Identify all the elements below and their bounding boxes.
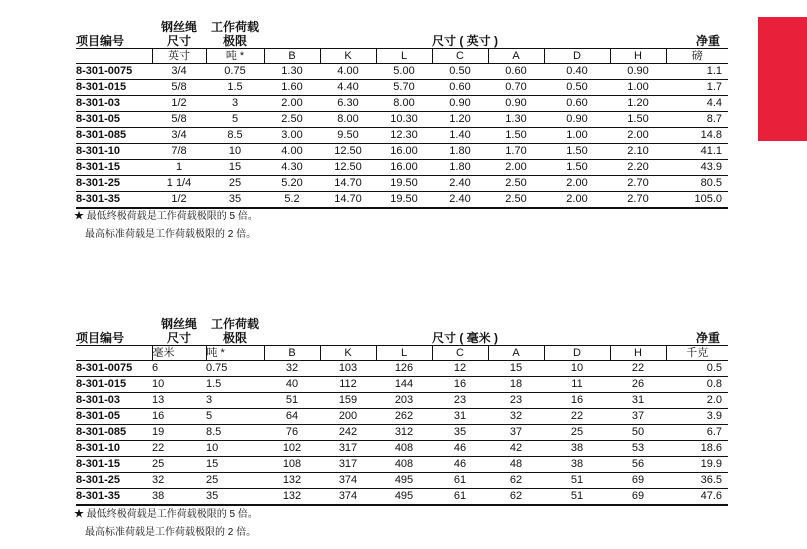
working-load-limit: 1.5 (206, 377, 264, 393)
rope-size: 3/4 (152, 64, 206, 80)
table-row (76, 457, 728, 473)
working-load-limit: 35 (206, 192, 264, 209)
table-row (76, 361, 728, 377)
dim-a: 62 (488, 489, 544, 506)
working-load-limit: 3 (206, 393, 264, 409)
table-row (76, 144, 728, 160)
dim-h: 26 (610, 377, 666, 393)
item-code: 8-301-085 (76, 425, 152, 441)
working-load-limit: 8.5 (206, 425, 264, 441)
net-weight: 1.7 (666, 80, 728, 96)
dim-b: 1.30 (264, 64, 320, 80)
working-load-limit: 15 (206, 457, 264, 473)
dim-a: 2.50 (488, 192, 544, 209)
dim-h: 2.10 (610, 144, 666, 160)
units-row (76, 49, 728, 64)
working-load-limit: 0.75 (206, 361, 264, 377)
dim-k: 242 (320, 425, 376, 441)
wll-header-2: 极限 (206, 331, 264, 346)
dim-k: 159 (320, 393, 376, 409)
rope-size: 1/2 (152, 96, 206, 112)
dim-c: 61 (432, 489, 488, 506)
dim-b: 4.00 (264, 144, 320, 160)
dim-d: 38 (544, 441, 610, 457)
net-weight: 36.5 (666, 473, 728, 489)
dim-b: 1.60 (264, 80, 320, 96)
unit-cell: C (432, 49, 488, 64)
item-code: 8-301-35 (76, 192, 152, 209)
dim-d: 51 (544, 489, 610, 506)
rope-size: 6 (152, 361, 206, 377)
dim-k: 112 (320, 377, 376, 393)
rope-size: 1 (152, 160, 206, 176)
dim-b: 108 (264, 457, 320, 473)
dim-b: 64 (264, 409, 320, 425)
spec-table-inch (76, 20, 728, 209)
working-load-limit: 15 (206, 160, 264, 176)
dim-h: 1.20 (610, 96, 666, 112)
table-row (76, 409, 728, 425)
dim-k: 9.50 (320, 128, 376, 144)
table-row (76, 64, 728, 80)
dim-c: 31 (432, 409, 488, 425)
dim-l: 495 (376, 473, 432, 489)
dim-d: 2.00 (544, 176, 610, 192)
net-weight: 105.0 (666, 192, 728, 209)
dimensions-header: 尺寸 ( 英寸 ) (264, 34, 666, 49)
notes (74, 506, 258, 542)
dim-l: 5.70 (376, 80, 432, 96)
dim-k: 317 (320, 457, 376, 473)
item-code: 8-301-10 (76, 144, 152, 160)
dim-k: 4.40 (320, 80, 376, 96)
table-row (76, 80, 728, 96)
dim-h: 56 (610, 457, 666, 473)
dim-l: 262 (376, 409, 432, 425)
dim-b: 4.30 (264, 160, 320, 176)
dim-k: 4.00 (320, 64, 376, 80)
dim-d: 25 (544, 425, 610, 441)
units-row (76, 346, 728, 361)
net-weight: 1.1 (666, 64, 728, 80)
dim-l: 19.50 (376, 192, 432, 209)
net-weight: 14.8 (666, 128, 728, 144)
unit-cell: 吨 * (206, 49, 264, 64)
dim-l: 408 (376, 457, 432, 473)
unit-cell: B (264, 49, 320, 64)
unit-cell: 千克 (666, 346, 728, 361)
dim-k: 374 (320, 489, 376, 506)
dim-k: 317 (320, 441, 376, 457)
rope-size: 32 (152, 473, 206, 489)
dim-h: 2.00 (610, 128, 666, 144)
dim-c: 1.80 (432, 160, 488, 176)
unit-cell: K (320, 49, 376, 64)
dim-l: 495 (376, 489, 432, 506)
note-min-ultimate: ★ 最低终极荷载是工作荷载极限的 5 倍。 (74, 509, 258, 520)
table-row (76, 425, 728, 441)
dim-c: 1.80 (432, 144, 488, 160)
dim-c: 2.40 (432, 192, 488, 209)
net-weight: 8.7 (666, 112, 728, 128)
notes (74, 208, 258, 244)
item-code: 8-301-015 (76, 377, 152, 393)
dim-h: 31 (610, 393, 666, 409)
dim-k: 103 (320, 361, 376, 377)
dim-k: 6.30 (320, 96, 376, 112)
table-row (76, 192, 728, 209)
working-load-limit: 10 (206, 144, 264, 160)
unit-cell: A (488, 346, 544, 361)
table-row (76, 489, 728, 506)
item-code: 8-301-05 (76, 409, 152, 425)
dim-c: 12 (432, 361, 488, 377)
rope-size: 16 (152, 409, 206, 425)
dim-b: 5.2 (264, 192, 320, 209)
unit-cell: 英寸 (152, 49, 206, 64)
rope-size: 5/8 (152, 80, 206, 96)
dim-h: 37 (610, 409, 666, 425)
item-code: 8-301-15 (76, 160, 152, 176)
dim-d: 1.00 (544, 128, 610, 144)
item-code: 8-301-15 (76, 457, 152, 473)
unit-cell: B (264, 346, 320, 361)
item-code: 8-301-0075 (76, 64, 152, 80)
dim-d: 0.60 (544, 96, 610, 112)
item-code: 8-301-25 (76, 176, 152, 192)
dim-a: 48 (488, 457, 544, 473)
dim-d: 51 (544, 473, 610, 489)
dim-l: 5.00 (376, 64, 432, 80)
net-weight: 19.9 (666, 457, 728, 473)
table-row (76, 441, 728, 457)
dim-l: 8.00 (376, 96, 432, 112)
working-load-limit: 5 (206, 112, 264, 128)
unit-cell: 毫米 (152, 346, 206, 361)
table-row (76, 160, 728, 176)
accent-tab (758, 17, 807, 141)
working-load-limit: 25 (206, 473, 264, 489)
rope-size: 1/2 (152, 192, 206, 209)
item-code: 8-301-25 (76, 473, 152, 489)
working-load-limit: 8.5 (206, 128, 264, 144)
dim-c: 46 (432, 441, 488, 457)
dim-l: 126 (376, 361, 432, 377)
dim-c: 61 (432, 473, 488, 489)
dim-a: 23 (488, 393, 544, 409)
dim-b: 40 (264, 377, 320, 393)
net-weight: 0.5 (666, 361, 728, 377)
dim-c: 1.40 (432, 128, 488, 144)
dim-c: 0.60 (432, 80, 488, 96)
dim-a: 2.00 (488, 160, 544, 176)
dim-l: 312 (376, 425, 432, 441)
table-row (76, 112, 728, 128)
dim-a: 0.60 (488, 64, 544, 80)
rope-size: 19 (152, 425, 206, 441)
unit-cell: L (376, 49, 432, 64)
dim-l: 12.30 (376, 128, 432, 144)
dim-l: 16.00 (376, 160, 432, 176)
table-body (76, 64, 728, 209)
dim-h: 1.00 (610, 80, 666, 96)
table-row (76, 96, 728, 112)
dim-a: 37 (488, 425, 544, 441)
rope-size-header-1: 钢丝绳 (160, 20, 197, 34)
unit-cell: 磅 (666, 49, 728, 64)
dim-a: 2.50 (488, 176, 544, 192)
dim-b: 132 (264, 489, 320, 506)
dim-b: 2.50 (264, 112, 320, 128)
dim-a: 1.30 (488, 112, 544, 128)
rope-size: 38 (152, 489, 206, 506)
item-code: 8-301-10 (76, 441, 152, 457)
dimensions-header: 尺寸 ( 毫米 ) (264, 331, 666, 346)
working-load-limit: 0.75 (206, 64, 264, 80)
rope-size: 7/8 (152, 144, 206, 160)
item-code: 8-301-03 (76, 393, 152, 409)
working-load-limit: 1.5 (206, 80, 264, 96)
dim-d: 0.90 (544, 112, 610, 128)
note-max-proof: 最高标准荷载是工作荷载极限的 2 倍。 (85, 527, 257, 538)
rope-size: 25 (152, 457, 206, 473)
item-code: 8-301-03 (76, 96, 152, 112)
table-row (76, 393, 728, 409)
unit-cell: H (610, 346, 666, 361)
dim-b: 5.20 (264, 176, 320, 192)
dim-c: 23 (432, 393, 488, 409)
table-row (76, 377, 728, 393)
unit-cell: A (488, 49, 544, 64)
table-row (76, 176, 728, 192)
net-weight: 3.9 (666, 409, 728, 425)
dim-d: 16 (544, 393, 610, 409)
dim-h: 2.70 (610, 176, 666, 192)
item-code: 8-301-015 (76, 80, 152, 96)
net-weight-header: 净重 (666, 331, 728, 346)
dim-k: 12.50 (320, 160, 376, 176)
dim-d: 0.40 (544, 64, 610, 80)
dim-d: 0.50 (544, 80, 610, 96)
dim-d: 1.50 (544, 144, 610, 160)
dim-d: 1.50 (544, 160, 610, 176)
unit-cell: H (610, 49, 666, 64)
rope-size: 3/4 (152, 128, 206, 144)
working-load-limit: 25 (206, 176, 264, 192)
net-weight: 80.5 (666, 176, 728, 192)
dim-b: 51 (264, 393, 320, 409)
dim-h: 69 (610, 473, 666, 489)
unit-cell: 吨 * (206, 346, 264, 361)
working-load-limit: 10 (206, 441, 264, 457)
table-row (76, 128, 728, 144)
dim-k: 374 (320, 473, 376, 489)
dim-h: 2.70 (610, 192, 666, 209)
dim-a: 0.70 (488, 80, 544, 96)
dim-d: 10 (544, 361, 610, 377)
dim-b: 132 (264, 473, 320, 489)
wll-header-2: 极限 (206, 34, 264, 49)
item-no-header: 项目编号 (76, 34, 152, 49)
dim-l: 203 (376, 393, 432, 409)
note-max-proof: 最高标准荷载是工作荷载极限的 2 倍。 (85, 229, 257, 240)
dim-c: 0.90 (432, 96, 488, 112)
dim-b: 2.00 (264, 96, 320, 112)
dim-a: 18 (488, 377, 544, 393)
rope-size: 13 (152, 393, 206, 409)
item-code: 8-301-05 (76, 112, 152, 128)
item-no-header: 项目编号 (76, 331, 152, 346)
dim-c: 1.20 (432, 112, 488, 128)
rope-size-header-2: 尺寸 (152, 34, 206, 49)
spec-table-metric (76, 317, 728, 506)
unit-cell: C (432, 346, 488, 361)
dim-a: 0.90 (488, 96, 544, 112)
wll-header-1: 工作荷载 (210, 20, 259, 34)
note-min-ultimate: ★ 最低终极荷载是工作荷载极限的 5 倍。 (74, 211, 258, 222)
dim-a: 15 (488, 361, 544, 377)
dim-b: 76 (264, 425, 320, 441)
net-weight: 2.0 (666, 393, 728, 409)
item-code: 8-301-085 (76, 128, 152, 144)
dim-k: 12.50 (320, 144, 376, 160)
dim-h: 50 (610, 425, 666, 441)
wll-header-1: 工作荷载 (210, 317, 259, 331)
rope-size: 1 1/4 (152, 176, 206, 192)
rope-size-header-2: 尺寸 (152, 331, 206, 346)
rope-size: 10 (152, 377, 206, 393)
dim-c: 46 (432, 457, 488, 473)
net-weight: 0.8 (666, 377, 728, 393)
working-load-limit: 5 (206, 409, 264, 425)
net-weight: 43.9 (666, 160, 728, 176)
dim-k: 14.70 (320, 192, 376, 209)
dim-h: 2.20 (610, 160, 666, 176)
dim-d: 38 (544, 457, 610, 473)
working-load-limit: 3 (206, 96, 264, 112)
working-load-limit: 35 (206, 489, 264, 506)
unit-cell: D (544, 49, 610, 64)
net-weight: 6.7 (666, 425, 728, 441)
dim-a: 32 (488, 409, 544, 425)
dim-a: 1.50 (488, 128, 544, 144)
dim-c: 16 (432, 377, 488, 393)
dim-k: 14.70 (320, 176, 376, 192)
dim-c: 35 (432, 425, 488, 441)
dim-l: 10.30 (376, 112, 432, 128)
dim-l: 408 (376, 441, 432, 457)
table-row (76, 473, 728, 489)
dim-l: 19.50 (376, 176, 432, 192)
rope-size: 22 (152, 441, 206, 457)
item-code: 8-301-35 (76, 489, 152, 506)
dim-a: 62 (488, 473, 544, 489)
net-weight: 41.1 (666, 144, 728, 160)
unit-cell: K (320, 346, 376, 361)
rope-size: 5/8 (152, 112, 206, 128)
dim-a: 1.70 (488, 144, 544, 160)
dim-k: 200 (320, 409, 376, 425)
dim-c: 0.50 (432, 64, 488, 80)
dim-l: 144 (376, 377, 432, 393)
dim-h: 69 (610, 489, 666, 506)
dim-k: 8.00 (320, 112, 376, 128)
dim-b: 32 (264, 361, 320, 377)
net-weight: 18.6 (666, 441, 728, 457)
dim-c: 2.40 (432, 176, 488, 192)
dim-l: 16.00 (376, 144, 432, 160)
dim-h: 22 (610, 361, 666, 377)
unit-cell: L (376, 346, 432, 361)
net-weight-header: 净重 (666, 34, 728, 49)
dim-d: 11 (544, 377, 610, 393)
table-body (76, 361, 728, 506)
item-code: 8-301-0075 (76, 361, 152, 377)
dim-d: 22 (544, 409, 610, 425)
dim-h: 0.90 (610, 64, 666, 80)
dim-h: 1.50 (610, 112, 666, 128)
unit-cell: D (544, 346, 610, 361)
rope-size-header-1: 钢丝绳 (160, 317, 197, 331)
dim-a: 42 (488, 441, 544, 457)
dim-b: 102 (264, 441, 320, 457)
dim-d: 2.00 (544, 192, 610, 209)
net-weight: 4.4 (666, 96, 728, 112)
dim-h: 53 (610, 441, 666, 457)
dim-b: 3.00 (264, 128, 320, 144)
net-weight: 47.6 (666, 489, 728, 506)
